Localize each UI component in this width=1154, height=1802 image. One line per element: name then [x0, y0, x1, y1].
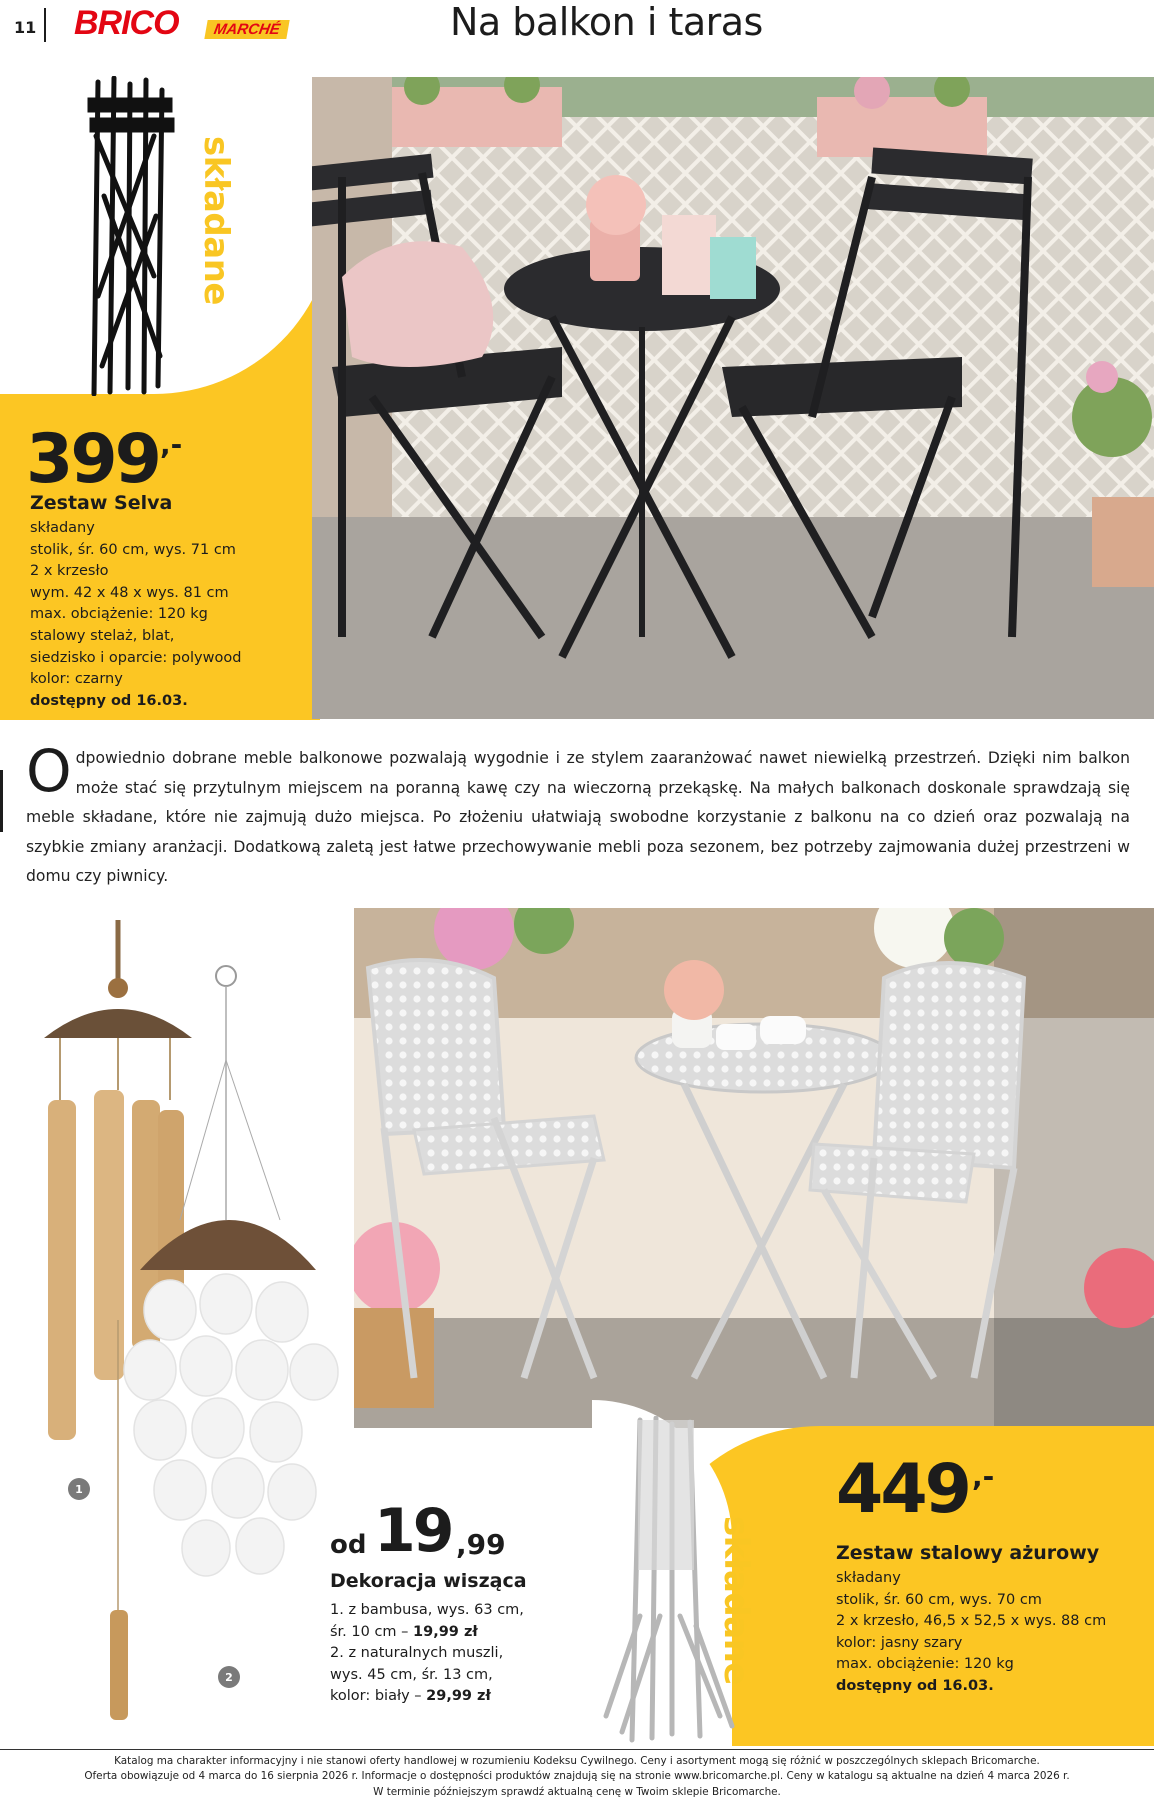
- spec-line: 2 x krzesło: [30, 563, 109, 580]
- selva-price-cents: ,-: [160, 428, 183, 461]
- chimes-price-main: 19: [374, 1496, 452, 1566]
- spec-line: składany: [836, 1570, 901, 1586]
- spec-line: stolik, śr. 60 cm, wys. 70 cm: [836, 1591, 1042, 1608]
- chimes-spec-list: [330, 1600, 524, 1708]
- footer-line: W terminie późniejszym sprawdź aktualną cenę w Twoim sklepie Bricomarche.: [373, 1785, 781, 1798]
- chime-1-price: 19,99 zł: [413, 1623, 478, 1640]
- selva-product-name: Zestaw Selva: [30, 492, 173, 514]
- chime-number-badge-1: 1: [68, 1478, 90, 1500]
- wind-chimes-image: [30, 920, 350, 1730]
- steel-set-foldable-badge: składane: [716, 1516, 756, 1685]
- selva-foldable-badge: składane: [196, 136, 236, 305]
- spec-text: kolor: biały –: [330, 1688, 427, 1705]
- spec-line: kolor: jasny szary: [836, 1634, 963, 1651]
- folded-black-chair-image: [84, 76, 184, 396]
- chimes-price-prefix: od: [330, 1530, 367, 1560]
- footer-line: Oferta obowiązuje od 4 marca do 16 sierpnia 2026 r. Informacje o dostępności produktów znajdują się na stronie www.bricomarche.pl. Ceny w katalogu są aktualne na dzień 4 marca 2026 r.: [84, 1770, 1070, 1783]
- spec-line: siedzisko i oparcie: polywood: [30, 649, 242, 666]
- footer-divider: [0, 1749, 1154, 1750]
- footer-line: Katalog ma charakter informacyjny i nie stanowi oferty handlowej w rozumieniu Kodeksu Cywilnego. Ceny i asortyment mogą się różnić w poszczególnych sklepach Bricomarche.: [114, 1755, 1040, 1767]
- steel-set-price-cents: ,-: [972, 1460, 995, 1493]
- steel-set-product-name: Zestaw stalowy ażurowy: [836, 1542, 1100, 1564]
- chime-number-badge-2: 2: [218, 1666, 240, 1688]
- description-drop-cap: O: [26, 737, 72, 805]
- spec-line: max. obciążenie: 120 kg: [836, 1656, 1014, 1673]
- spec-line: składany: [30, 520, 95, 536]
- selva-availability: dostępny od 16.03.: [30, 692, 188, 709]
- chimes-product-name: Dekoracja wisząca: [330, 1570, 527, 1592]
- page-title: Na balkon i taras: [450, 0, 763, 44]
- spec-line: 1. z bambusa, wys. 63 cm,: [330, 1602, 524, 1618]
- steel-bistro-set-photo: [354, 908, 1154, 1428]
- spec-line: wys. 45 cm, śr. 13 cm,: [330, 1666, 493, 1683]
- spec-line: [330, 1686, 524, 1708]
- header-divider: [44, 8, 46, 42]
- logo-brico-text: BRICO: [74, 4, 179, 42]
- steel-set-price-main: 449: [836, 1450, 969, 1529]
- page-number: 11: [14, 18, 37, 37]
- description-text: dpowiednio dobrane meble balkonowe pozwalają wygodnie i ze stylem zaaranżować nawet niewielką przestrzeń. Dzięki nim balkon może stać się przytulnym miejscem na poranną kawę czy na wieczorną przekąskę. Na małych balkonach doskonale sprawdzają się meble składane, które nie zajmują dużo miejsca. Po złożeniu ułatwiają swobodne korzystanie z balkonu na co dzień oraz pozwalają na szybkie zmiany aranżacji. Dodatkową zaletą jest łatwe przechowywanie mebli poza sezonem, bez potrzeby zajmowania dużej przestrzeni w domu czy piwnicy.: [26, 749, 1130, 885]
- description-side-bar: [0, 770, 3, 832]
- spec-line: stalowy stelaż, blat,: [30, 627, 175, 644]
- chime-2-price: 29,99 zł: [426, 1688, 491, 1705]
- spec-line: max. obciążenie: 120 kg: [30, 606, 208, 623]
- spec-line: 2 x krzesło, 46,5 x 52,5 x wys. 88 cm: [836, 1613, 1107, 1630]
- description-paragraph: [26, 737, 1130, 892]
- spec-line: wym. 42 x 48 x wys. 81 cm: [30, 584, 229, 601]
- spec-line: [330, 1622, 524, 1644]
- selva-spec-list: [30, 518, 241, 712]
- spec-line: 2. z naturalnych muszli,: [330, 1645, 504, 1662]
- legal-footer: [0, 1754, 1154, 1800]
- steel-set-spec-list: [836, 1568, 1106, 1698]
- chimes-price-cents: ,99: [456, 1528, 506, 1561]
- spec-text: śr. 10 cm –: [330, 1623, 414, 1640]
- selva-price-main: 399: [26, 420, 159, 499]
- steel-set-availability: dostępny od 16.03.: [836, 1677, 994, 1694]
- spec-line: stolik, śr. 60 cm, wys. 71 cm: [30, 541, 236, 558]
- logo-marche-text: MARCHÉ: [204, 20, 289, 39]
- spec-line: kolor: czarny: [30, 671, 123, 688]
- black-bistro-set-photo: [312, 77, 1154, 719]
- bricomarche-logo[interactable]: [68, 4, 314, 46]
